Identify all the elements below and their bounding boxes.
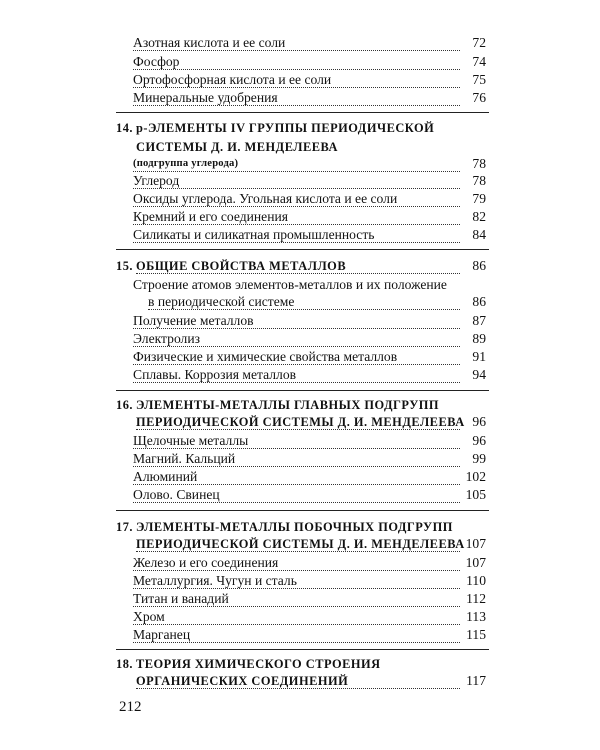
entry-page: 78 bbox=[472, 173, 486, 188]
toc-entry bbox=[0, 628, 600, 646]
entry-title: Магний. Кальций bbox=[133, 452, 238, 466]
chapter-number: 14. bbox=[116, 121, 133, 135]
chapter-number: 15. bbox=[116, 260, 136, 272]
leader-dots bbox=[133, 69, 460, 88]
entry-page: 102 bbox=[465, 469, 486, 484]
entry-title: Щелочные металлы bbox=[133, 434, 251, 448]
chapter-title-line: ЭЛЕМЕНТЫ-МЕТАЛЛЫ ПОБОЧНЫХ ПОДГРУПП bbox=[136, 520, 453, 534]
entry-page: 79 bbox=[472, 191, 486, 206]
leader-dots bbox=[133, 87, 460, 106]
chapter-number: 16. bbox=[116, 398, 133, 412]
chapter-page: 96 bbox=[472, 414, 486, 429]
entry-page: 91 bbox=[472, 349, 486, 364]
chapter-title-line: СИСТЕМЫ Д. И. МЕНДЕЛЕЕВА bbox=[136, 140, 338, 154]
leader-dots bbox=[133, 484, 460, 503]
leader-dots bbox=[133, 310, 460, 329]
entry-page: 87 bbox=[472, 313, 486, 328]
section-divider bbox=[116, 649, 489, 650]
entry-page: 94 bbox=[472, 367, 486, 382]
entry-page: 113 bbox=[466, 609, 486, 624]
entry-title: Титан и ванадий bbox=[133, 592, 232, 606]
entry-title: Физические и химические свойства металлов bbox=[133, 350, 400, 364]
entry-title: Железо и его соединения bbox=[133, 556, 281, 570]
entry-page: 72 bbox=[472, 35, 486, 50]
chapter-title-line: ТЕОРИЯ ХИМИЧЕСКОГО СТРОЕНИЯ bbox=[136, 657, 381, 671]
chapter-number: 18. bbox=[116, 657, 133, 671]
toc-entry bbox=[0, 228, 600, 246]
entry-title: Силикаты и силикатная промышленность bbox=[133, 228, 377, 242]
leader-dots bbox=[133, 466, 460, 485]
entry-title: Электролиз bbox=[133, 332, 203, 346]
chapter-title-line: р-ЭЛЕМЕНТЫ IV ГРУППЫ ПЕРИОДИЧЕСКОЙ bbox=[136, 121, 435, 135]
toc-entry bbox=[0, 91, 600, 109]
leader-dots bbox=[148, 291, 460, 310]
page-number: 212 bbox=[119, 699, 142, 715]
entry-page: 115 bbox=[466, 627, 486, 642]
entry-title: Металлургия. Чугун и сталь bbox=[133, 574, 300, 588]
entry-page: 75 bbox=[472, 72, 486, 87]
entry-page: 74 bbox=[472, 54, 486, 69]
section-divider bbox=[116, 390, 489, 391]
leader-dots bbox=[133, 430, 460, 449]
leader-dots bbox=[136, 411, 460, 430]
chapter-number: 17. bbox=[116, 520, 133, 534]
entry-page: 112 bbox=[466, 591, 486, 606]
chapter-heading-row bbox=[0, 259, 600, 277]
entry-title: Фосфор bbox=[133, 55, 182, 69]
entry-title: Сплавы. Коррозия металлов bbox=[133, 368, 299, 382]
entry-title: Кремний и его соединения bbox=[133, 210, 291, 224]
chapter-page: 107 bbox=[465, 536, 486, 551]
entry-title: Ортофосфорная кислота и ее соли bbox=[133, 73, 334, 87]
entry-page: 110 bbox=[466, 573, 486, 588]
leader-dots bbox=[133, 624, 460, 643]
chapter-title-line: ОБЩИЕ СВОЙСТВА МЕТАЛЛОВ bbox=[136, 260, 349, 272]
leader-dots bbox=[136, 670, 460, 689]
leader-dots bbox=[133, 346, 460, 365]
entry-title: Углерод bbox=[133, 174, 182, 188]
entry-page: 76 bbox=[472, 90, 486, 105]
leader-dots bbox=[133, 588, 460, 607]
leader-dots bbox=[136, 255, 460, 274]
leader-dots bbox=[133, 570, 460, 589]
section-divider bbox=[116, 112, 489, 113]
chapter-page: 86 bbox=[472, 258, 486, 273]
chapter-title-line: ПЕРИОДИЧЕСКОЙ СИСТЕМЫ Д. И. МЕНДЕЛЕЕВА bbox=[136, 538, 468, 550]
entry-page: 96 bbox=[472, 433, 486, 448]
entry-title-line: Строение атомов элементов-металлов и их положение bbox=[133, 278, 450, 292]
entry-title: Азотная кислота и ее соли bbox=[133, 36, 288, 50]
leader-dots bbox=[133, 170, 460, 189]
leader-dots bbox=[133, 606, 460, 625]
entry-page: 82 bbox=[472, 209, 486, 224]
leader-dots bbox=[133, 206, 460, 225]
entry-title: Оксиды углерода. Угольная кислота и ее соли bbox=[133, 192, 400, 206]
toc-entry bbox=[0, 488, 600, 506]
leader-dots bbox=[133, 188, 460, 207]
entry-title: Хром bbox=[133, 610, 168, 624]
chapter-title-line: ОРГАНИЧЕСКИХ СОЕДИНЕНИЙ bbox=[136, 675, 351, 687]
chapter-heading-row bbox=[0, 674, 600, 692]
entry-title: Получение металлов bbox=[133, 314, 257, 328]
toc-entry bbox=[0, 368, 600, 386]
chapter-title-line: ЭЛЕМЕНТЫ-МЕТАЛЛЫ ГЛАВНЫХ ПОДГРУПП bbox=[136, 398, 440, 412]
leader-dots bbox=[133, 51, 460, 70]
entry-page: 84 bbox=[472, 227, 486, 242]
entry-page: 86 bbox=[472, 294, 486, 309]
leader-dots bbox=[133, 364, 460, 383]
entry-page: 105 bbox=[465, 487, 486, 502]
entry-page: 99 bbox=[472, 451, 486, 466]
section-divider bbox=[116, 249, 489, 250]
section-divider bbox=[116, 510, 489, 511]
entry-title: Алюминий bbox=[133, 470, 200, 484]
entry-title: Минеральные удобрения bbox=[133, 91, 281, 105]
chapter-page: 78 bbox=[472, 156, 486, 171]
chapter-subtitle: (подгруппа углерода) bbox=[133, 159, 241, 170]
leader-dots bbox=[133, 328, 460, 347]
leader-dots bbox=[133, 224, 460, 243]
entry-page: 89 bbox=[472, 331, 486, 346]
chapter-page: 117 bbox=[466, 673, 486, 688]
chapter-title-line: ПЕРИОДИЧЕСКОЙ СИСТЕМЫ Д. И. МЕНДЕЛЕЕВА bbox=[136, 416, 468, 428]
entry-title: Марганец bbox=[133, 628, 193, 642]
leader-dots bbox=[133, 32, 460, 51]
leader-dots bbox=[133, 552, 460, 571]
entry-title-line: в периодической системе bbox=[148, 295, 297, 309]
entry-title: Олово. Свинец bbox=[133, 488, 223, 502]
leader-dots bbox=[133, 448, 460, 467]
leader-dots bbox=[136, 533, 460, 552]
entry-page: 107 bbox=[465, 555, 486, 570]
